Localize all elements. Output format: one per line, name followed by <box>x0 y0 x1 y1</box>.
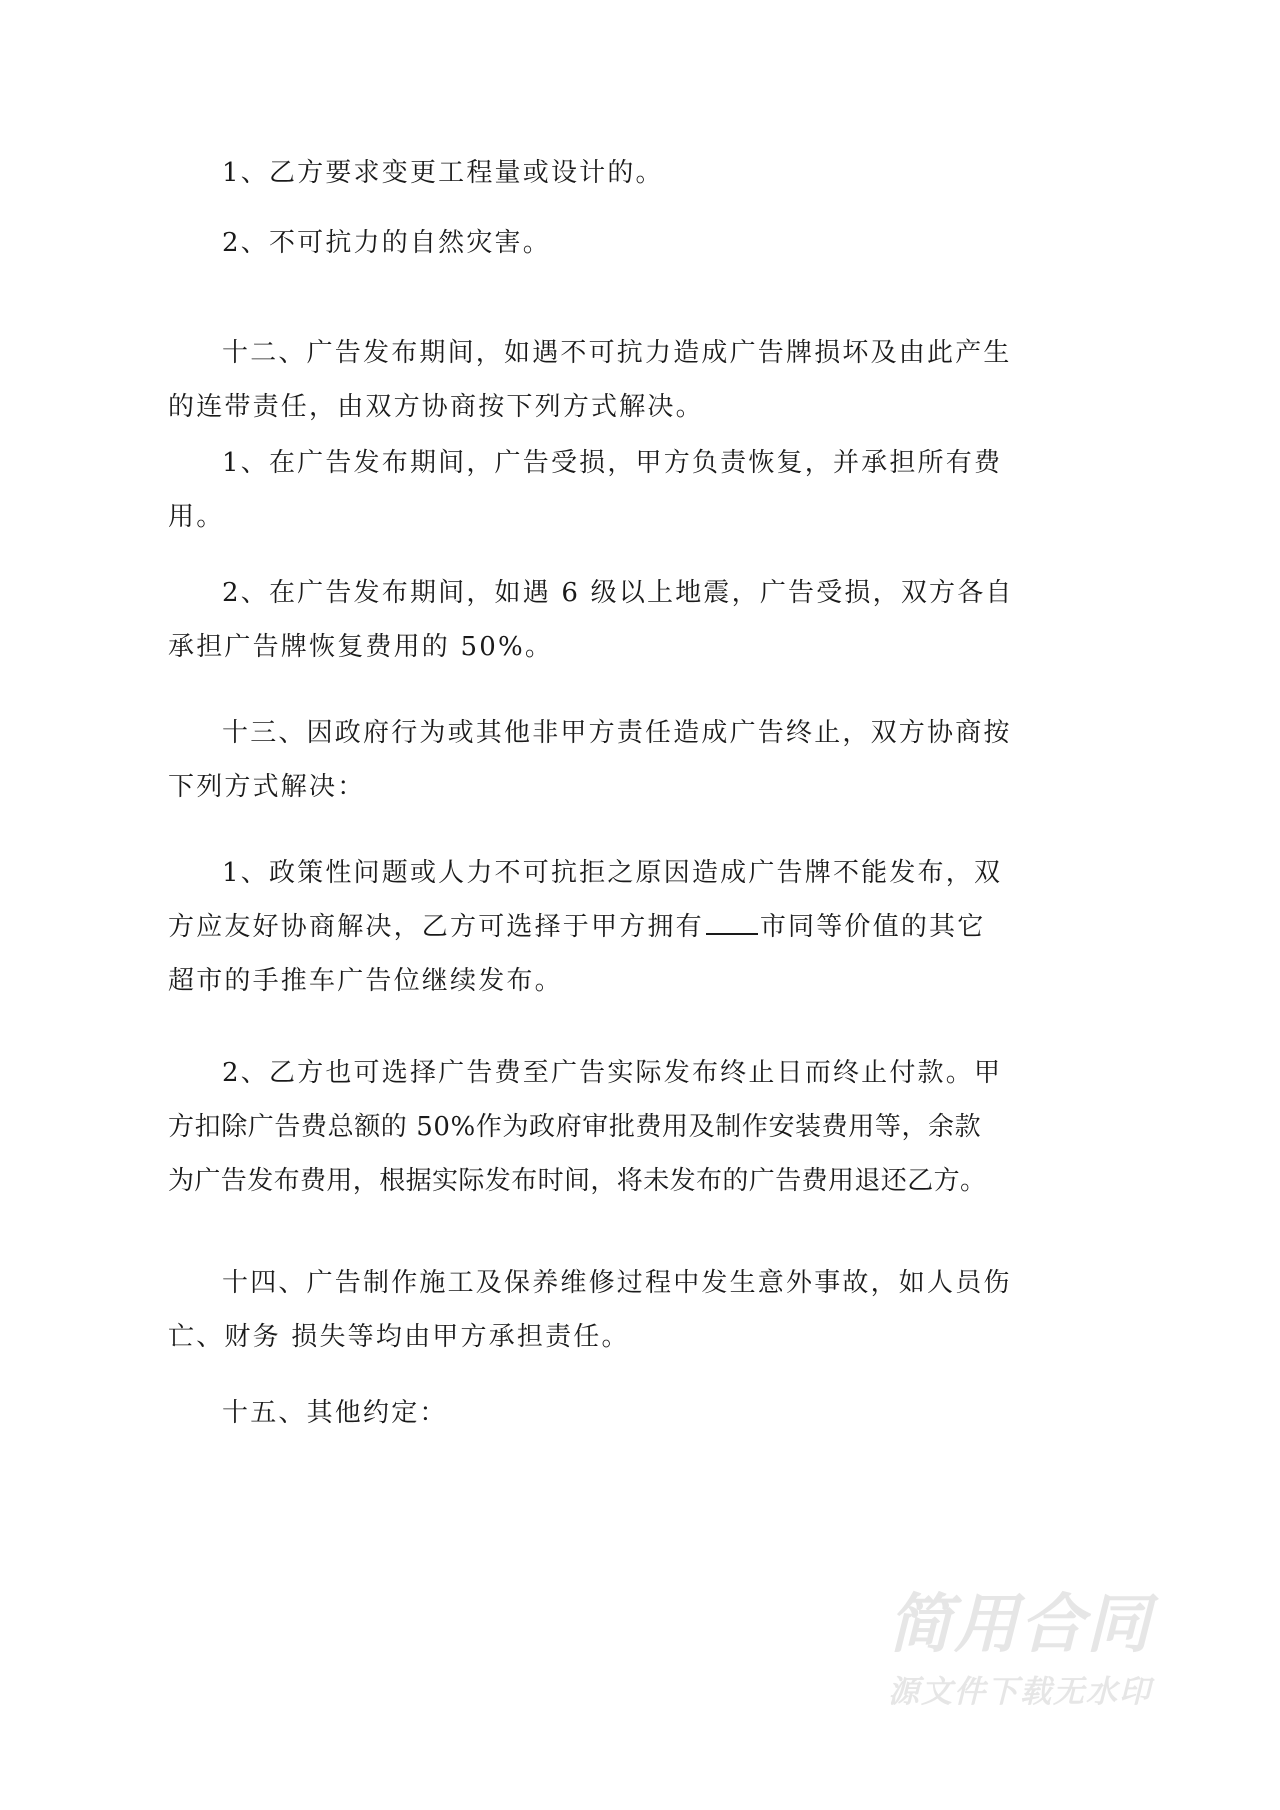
clause-heading-13 <box>168 706 1012 814</box>
clause-paragraph <box>168 146 948 200</box>
line-text: 方应友好协商解决，乙方可选择于甲方拥有 <box>168 912 704 942</box>
paragraph-line: 的连带责任，由双方协商按下列方式解决。 <box>168 392 704 422</box>
line-text: 市同等价值的其它 <box>759 912 986 942</box>
clause-paragraph <box>168 846 1003 1008</box>
paragraph-line: 十二、广告发布期间，如遇不可抗力造成广告牌损坏及由此产生 <box>222 338 1012 368</box>
paragraph-line: 用。 <box>168 502 225 532</box>
fill-in-blank <box>706 903 758 935</box>
paragraph-line: 2、不可抗力的自然灾害。 <box>222 228 551 258</box>
paragraph-line: 2、乙方也可选择广告费至广告实际发布终止日而终止付款。甲 <box>222 1058 1003 1088</box>
paragraph-line: 1、乙方要求变更工程量或设计的。 <box>222 158 664 188</box>
paragraph-line: 1、在广告发布期间，广告受损，甲方负责恢复，并承担所有费 <box>222 448 1003 478</box>
paragraph-line: 承担广告牌恢复费用的 50%。 <box>168 632 554 662</box>
paragraph-line: 2、在广告发布期间，如遇 6 级以上地震，广告受损，双方各自 <box>222 578 1014 608</box>
paragraph-line: 1、政策性问题或人力不可抗拒之原因造成广告牌不能发布，双 <box>222 858 1003 888</box>
clause-paragraph <box>168 216 948 270</box>
paragraph-line: 十四、广告制作施工及保养维修过程中发生意外事故，如人员伤 <box>222 1268 1012 1298</box>
clause-heading-12 <box>168 326 1012 434</box>
paragraph-line <box>168 900 986 954</box>
watermark-subtitle: 源文件下载无水印 <box>888 1674 1152 1710</box>
clause-heading-14 <box>168 1256 1012 1364</box>
clause-paragraph <box>168 436 1003 544</box>
watermark-title: 简用合同 <box>888 1588 1152 1662</box>
watermark <box>888 1590 1188 1712</box>
paragraph-line: 方扣除广告费总额的 50%作为政府审批费用及制作安装费用等，余款 <box>168 1112 982 1142</box>
paragraph-line: 下列方式解决： <box>168 772 366 802</box>
paragraph-line: 为广告发布费用，根据实际发布时间，将未发布的广告费用退还乙方。 <box>168 1166 987 1196</box>
clause-paragraph <box>168 566 1014 674</box>
clause-heading-15 <box>168 1386 948 1440</box>
paragraph-line: 十三、因政府行为或其他非甲方责任造成广告终止，双方协商按 <box>222 718 1012 748</box>
paragraph-line: 超市的手推车广告位继续发布。 <box>168 966 563 996</box>
clause-paragraph <box>168 1046 1003 1208</box>
paragraph-line: 十五、其他约定： <box>222 1398 448 1428</box>
paragraph-line: 亡、财务 损失等均由甲方承担责任。 <box>168 1322 630 1352</box>
